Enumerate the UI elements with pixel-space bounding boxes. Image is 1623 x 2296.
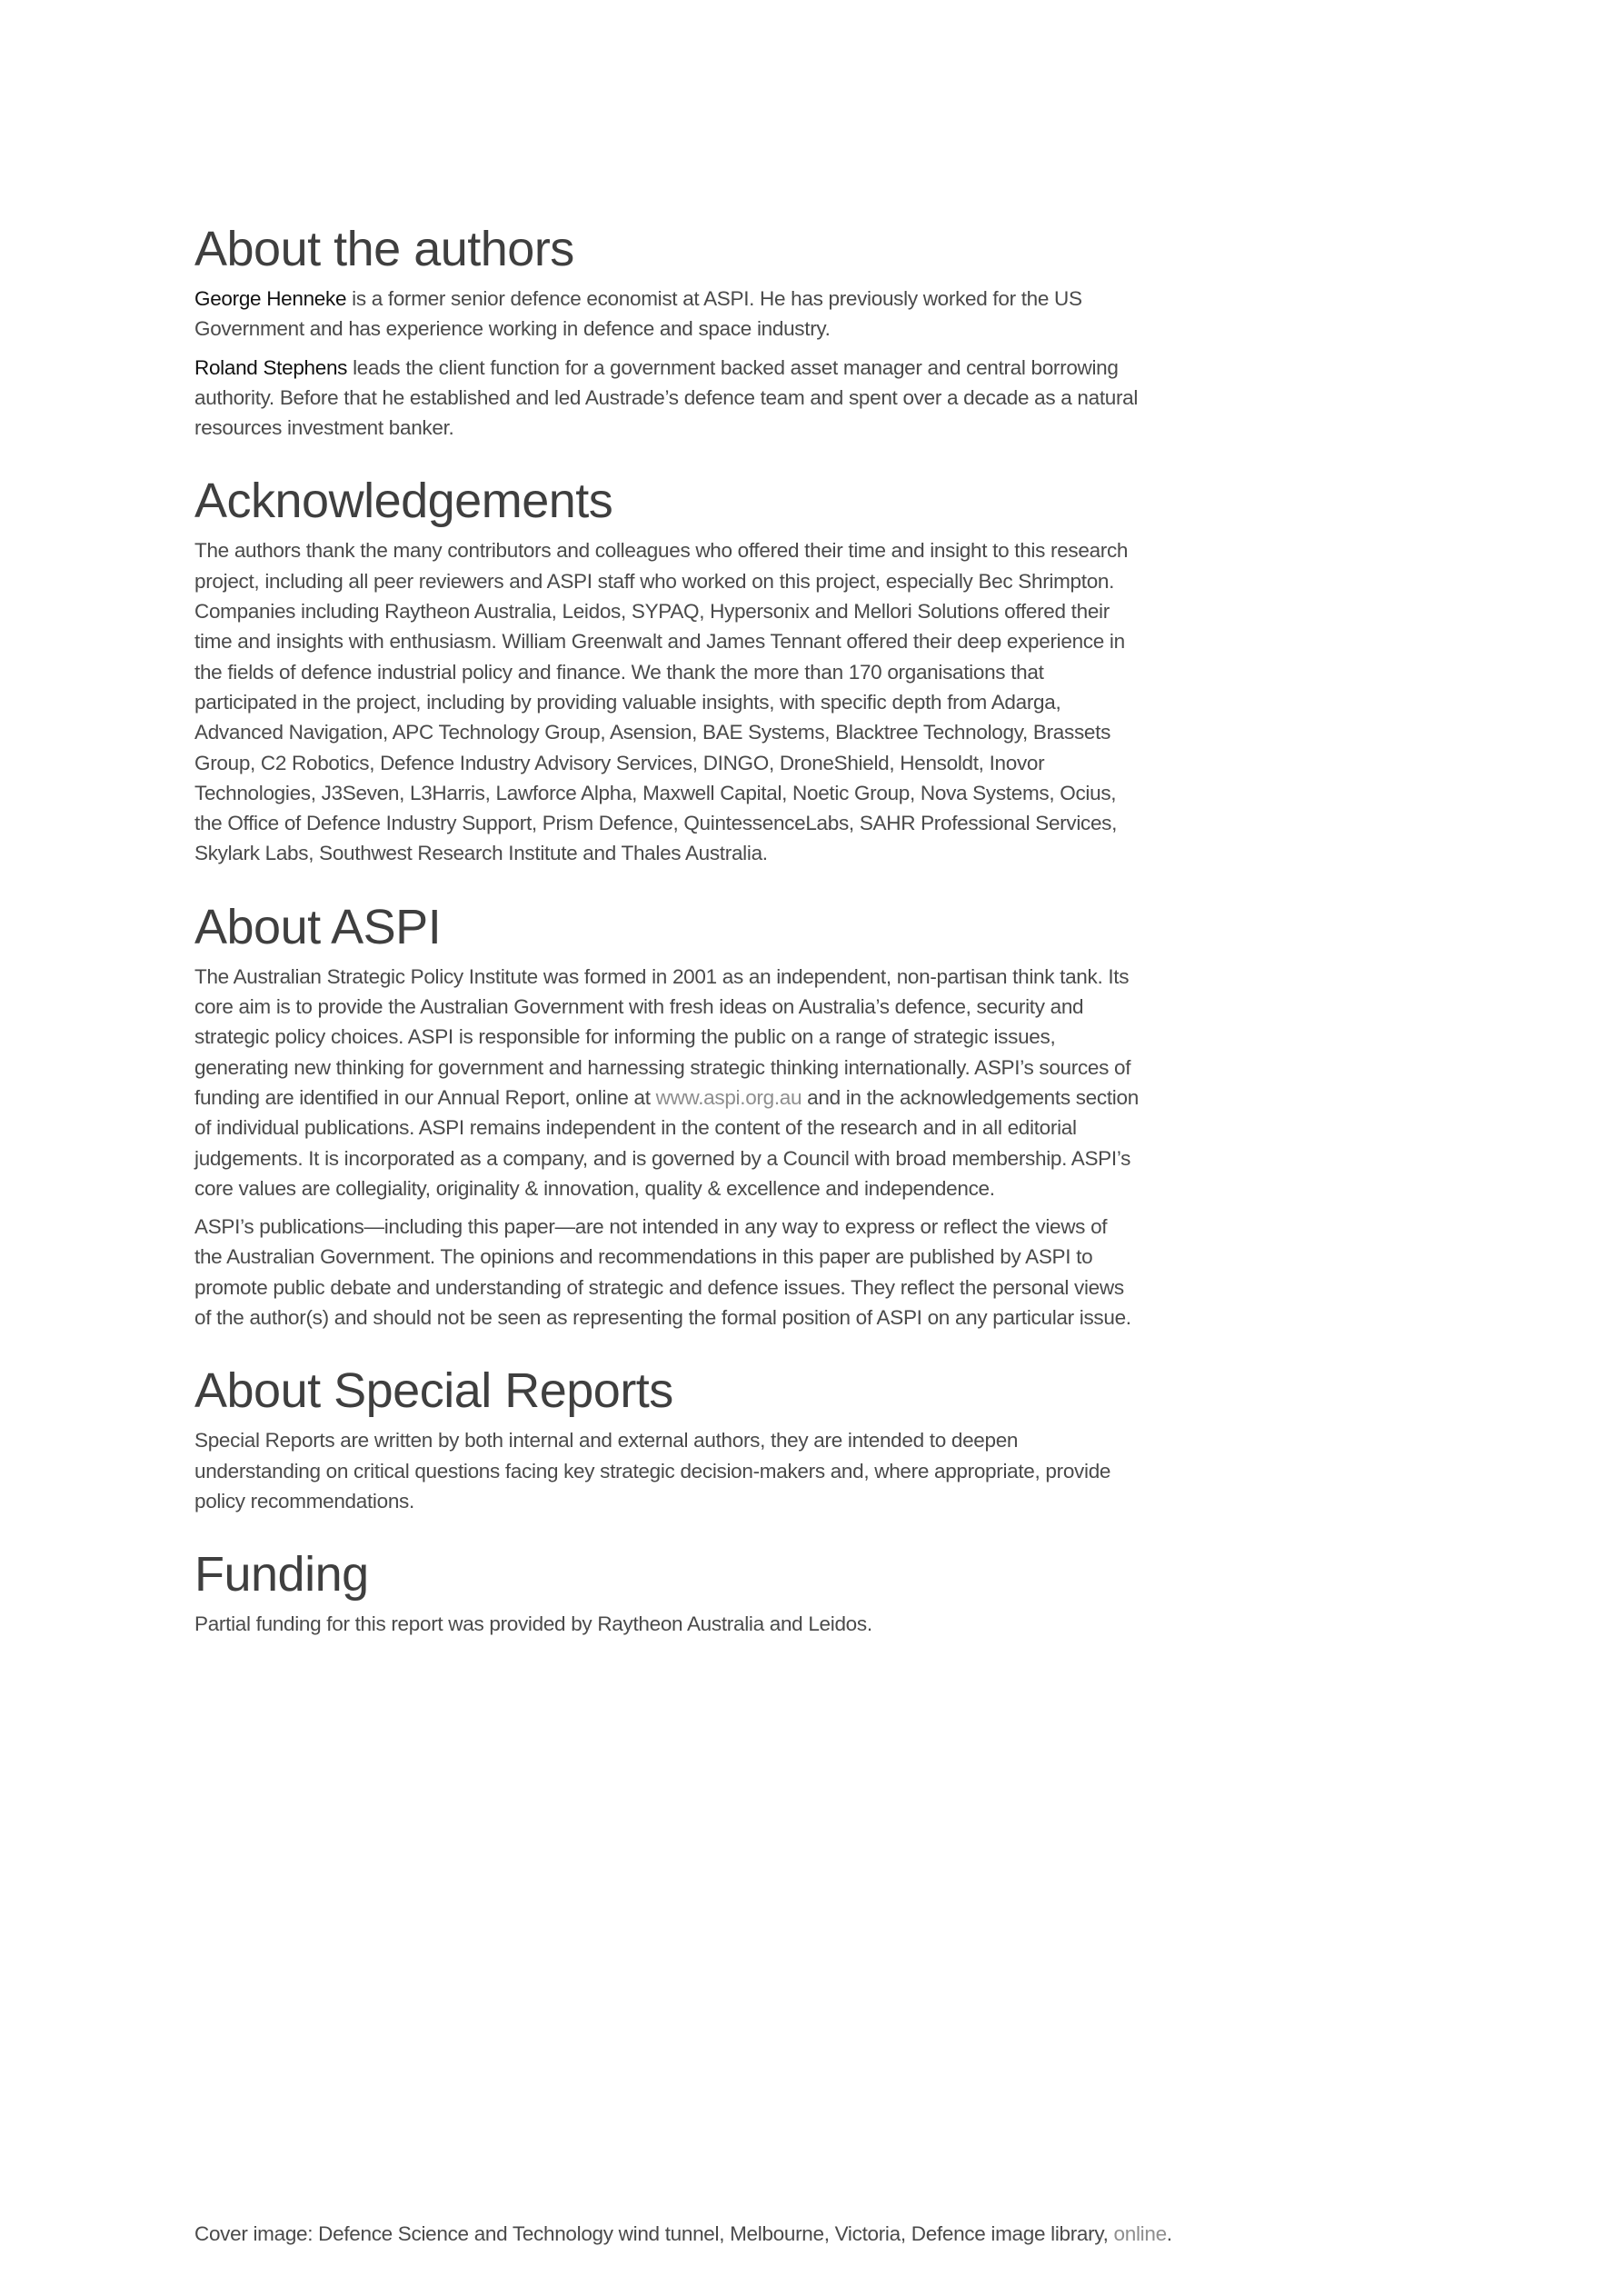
acknowledgements-heading: Acknowledgements <box>194 474 613 529</box>
about-aspi-section <box>194 898 1140 1333</box>
cover-image-online-link[interactable]: online <box>1113 2222 1167 2245</box>
author1-name: George Henneke <box>194 287 347 310</box>
special-reports-section <box>194 1362 1140 1516</box>
author2-bio: leads the client function for a government backed asset manager and central borrowing authority. Before that he established and led Austrade’s defence team and spent over a decade as a natural resources investment banker. <box>194 355 1139 440</box>
about-aspi-paragraph-1 <box>194 962 1140 1203</box>
funding-heading: Funding <box>194 1547 369 1602</box>
cover-image-credit <box>194 2219 1376 2249</box>
about-aspi-paragraph-2: ASPI’s publications—including this paper—are not intended in any way to express or reflect the views of the Australian Government. The opinions and recommendations in this paper are published by ASPI to promote public debate and understanding of strategic and defence issues. They reflect the personal views of the author(s) and should not be seen as representing the formal position of ASPI on any particular issue. <box>194 1215 1131 1330</box>
funding-section <box>194 1545 1140 1639</box>
about-authors-heading: About the authors <box>194 222 574 276</box>
cover-image-credit-text: Cover image: Defence Science and Technology wind tunnel, Melbourne, Victoria, Defence image library, <box>194 2222 1114 2245</box>
document-content <box>194 220 1140 1669</box>
about-authors-section <box>194 220 1140 443</box>
author2-name: Roland Stephens <box>194 355 348 379</box>
author1-bio: is a former senior defence economist at ASPI. He has previously worked for the US Government and has experience working in defence and space industry. <box>194 287 1082 341</box>
special-reports-heading: About Special Reports <box>194 1363 673 1419</box>
aspi-website-link[interactable]: www.aspi.org.au <box>655 1085 802 1109</box>
about-aspi-heading: About ASPI <box>194 899 442 954</box>
acknowledgements-body: The authors thank the many contributors and colleagues who offered their time and insight to this research project, including all peer reviewers and ASPI staff who worked on this project, especially Bec Shrimpton. Companies including Raytheon Australia, Leidos, SYPAQ, Hypersonix and Mellori Solutions offered their time and insights with enthusiasm. William Greenwalt and James Tennant offered their deep experience in the fields of defence industrial policy and finance. We thank the more than 170 organisations that participated in the project, including by providing valuable insights, with specific depth from Adarga, Advanced Navigation, APC Technology Group, Asension, BAE Systems, Blacktree Technology, Brassets Group, C2 Robotics, Defence Industry Advisory Services, DINGO, DroneShield, Hensoldt, Inovor Technologies, J3Seven, L3Harris, Lawforce Alpha, Maxwell Capital, Noetic Group, Nova Systems, Ocius, the Office of Defence Industry Support, Prism Defence, QuintessenceLabs, SAHR Professional Services, Skylark Labs, Southwest Research Institute and Thales Australia. <box>194 539 1129 865</box>
funding-body: Partial funding for this report was provided by Raytheon Australia and Leidos. <box>194 1612 872 1636</box>
about-aspi-text-after-link: and in the acknowledgements section of individual publications. ASPI remains independent in the content of the research and in all editorial judgements. It is incorporated as a company, and is governed by a Council with broad membership. ASPI’s core values are collegiality, originality & innovation, quality & excellence and independence. <box>194 1085 1139 1200</box>
about-aspi-text-before-link: The Australian Strategic Policy Institute was formed in 2001 as an independent, non-partisan think tank. Its core aim is to provide the Australian Government with fresh ideas on Australia’s defence, security and strategic policy choices. ASPI is responsible for informing the public on a range of strategic issues, generating new thinking for government and harnessing strategic thinking internationally. ASPI’s sources of funding are identified in our Annual Report, online at <box>194 964 1131 1109</box>
acknowledgements-section <box>194 472 1140 868</box>
special-reports-body: Special Reports are written by both internal and external authors, they are intended to deepen understanding on critical questions facing key strategic decision-makers and, where appropriate, provide policy recommendations. <box>194 1429 1111 1512</box>
cover-image-credit-end: . <box>1166 2222 1172 2245</box>
author1-paragraph <box>194 284 1140 344</box>
author2-paragraph <box>194 353 1140 444</box>
